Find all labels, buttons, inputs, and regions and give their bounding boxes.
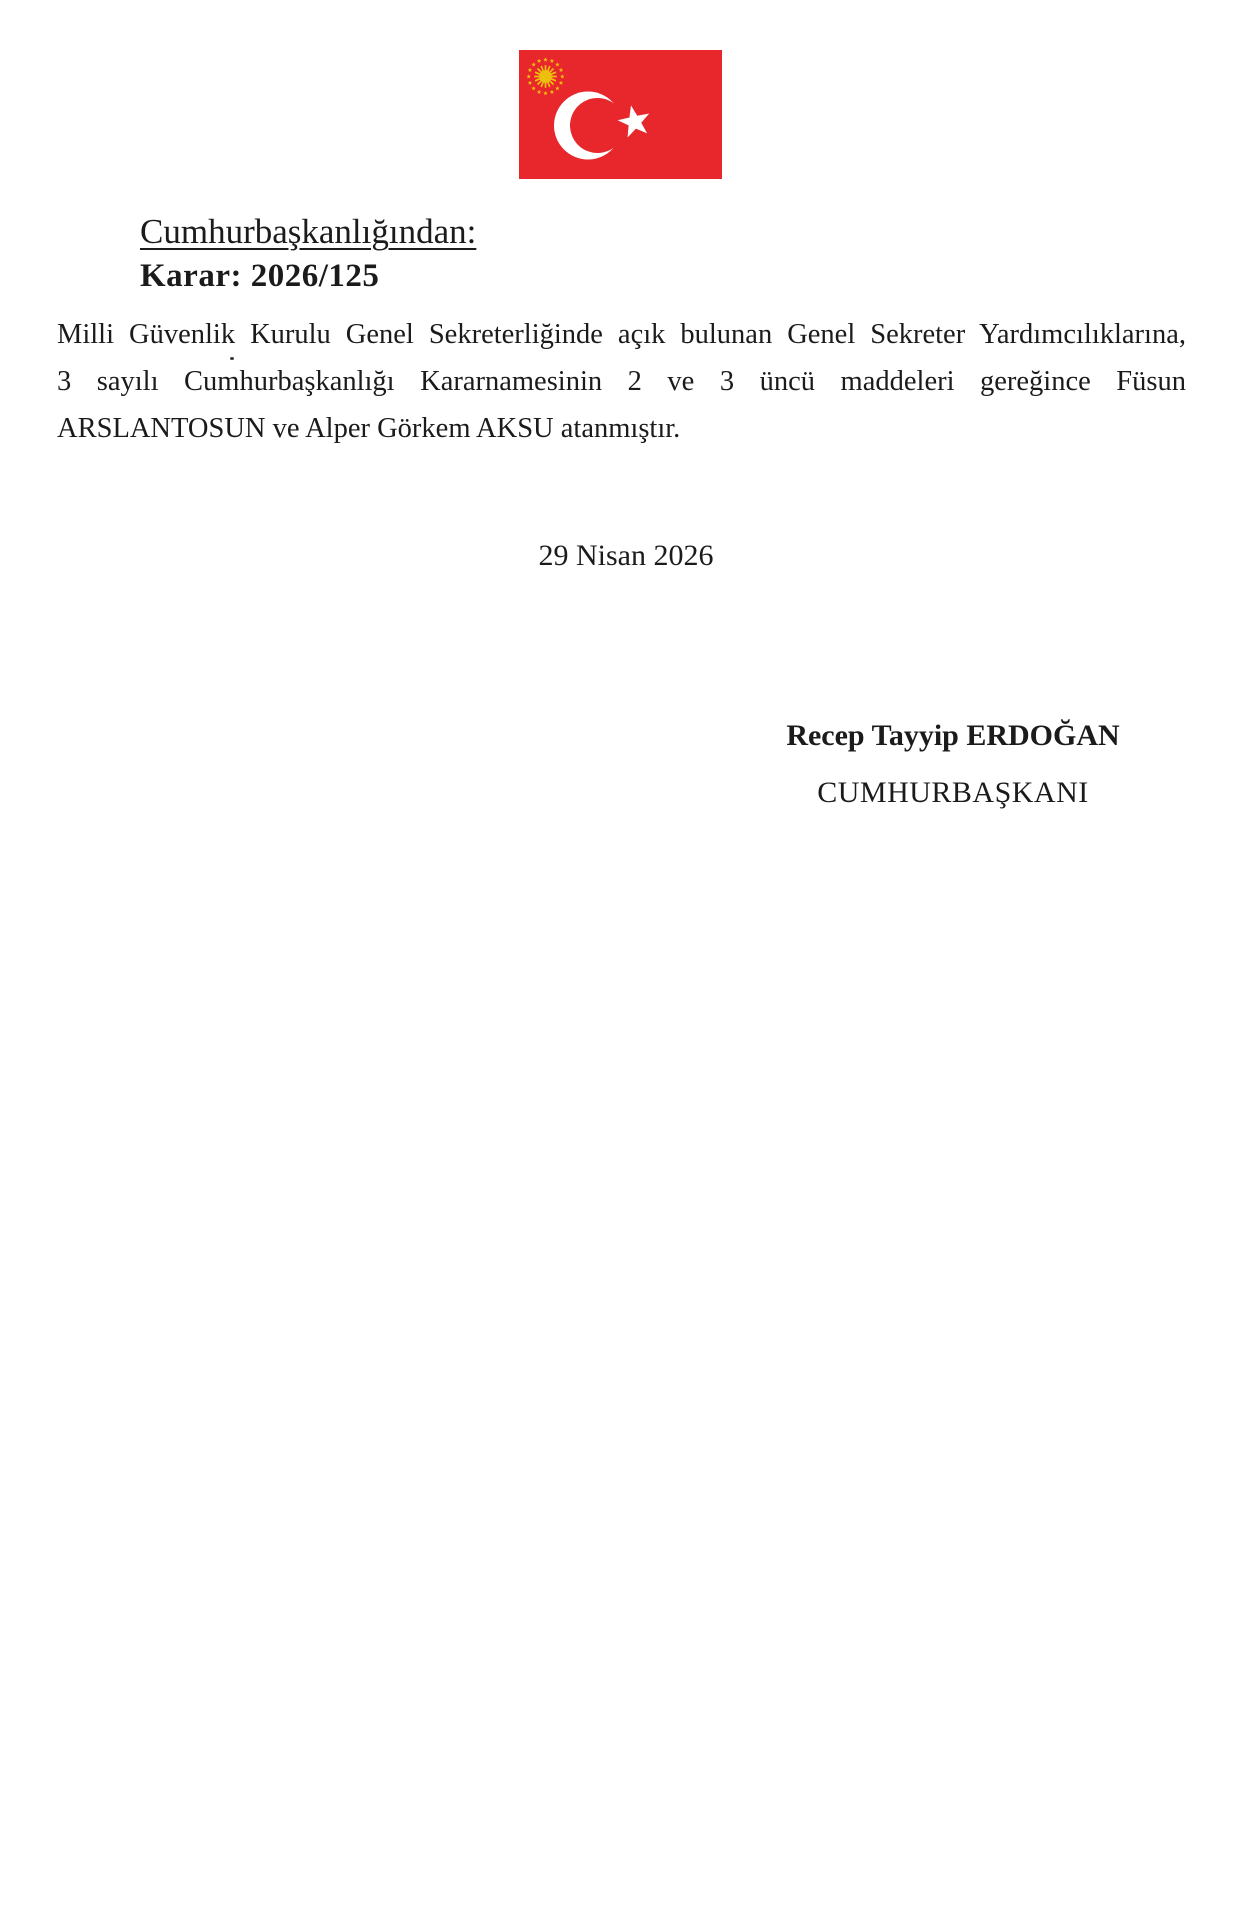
signature-name: Recep Tayyip ERDOĞAN: [786, 719, 1120, 752]
body-line: Milli Güvenlik Kurulu Genel Sekreterliğinde açık bulunan Genel Sekreter Yardımcılıklarına,: [57, 319, 1186, 350]
scan-artifact-dot: [230, 357, 234, 360]
body-line: 3 sayılı Cumhurbaşkanlığı Kararnamesinin 2 ve 3 üncü maddeleri gereğince Füsun: [57, 366, 1186, 397]
decision-number: Karar: 2026/125: [140, 258, 380, 294]
decree-date: 29 Nisan 2026: [538, 539, 714, 572]
signature-block: [740, 716, 1166, 813]
signature-title: CUMHURBAŞKANI: [817, 776, 1089, 809]
decree-body: [57, 311, 1186, 452]
body-line: ARSLANTOSUN ve Alper Görkem AKSU atanmıştır.: [57, 413, 681, 444]
turkish-presidential-flag: [519, 50, 722, 179]
issuer-heading: Cumhurbaşkanlığından:: [140, 212, 477, 251]
